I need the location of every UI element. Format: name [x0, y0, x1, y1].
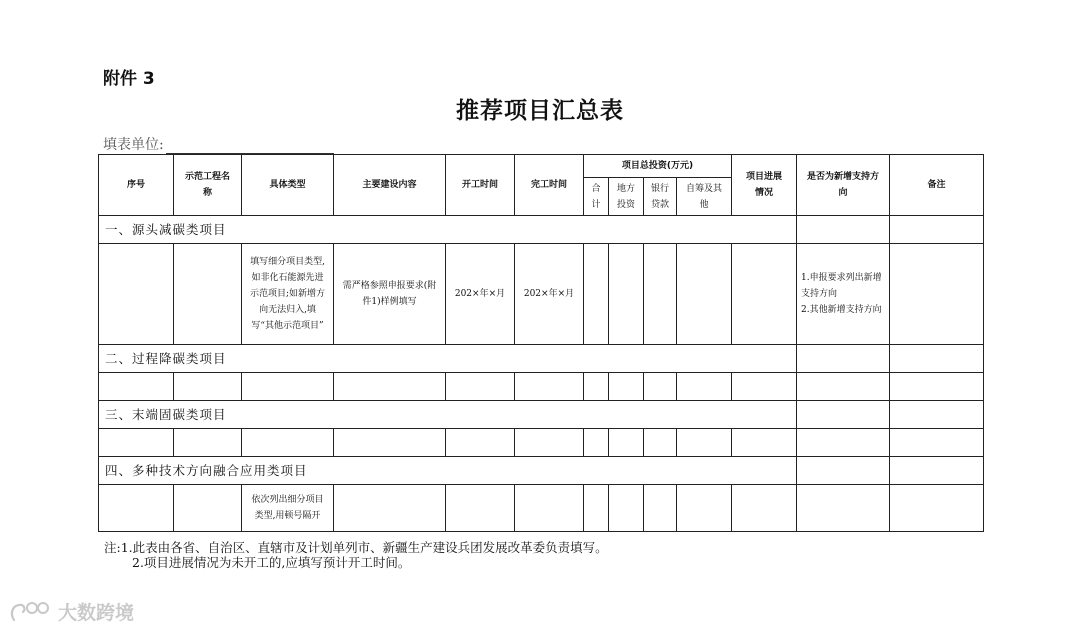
watermark-logo-icon	[8, 600, 54, 624]
table-cell[interactable]	[99, 373, 174, 401]
filler-unit	[103, 134, 334, 154]
table-cell[interactable]	[584, 485, 609, 532]
section-process-reduction: 二、过程降碳类项目	[99, 345, 797, 373]
table-cell[interactable]	[797, 373, 890, 401]
header-invest: 项目总投资(万元)	[584, 155, 732, 178]
summary-table	[98, 154, 984, 532]
header-demo-name: 示范工程名称	[174, 155, 242, 216]
table-cell[interactable]	[644, 244, 677, 345]
table-cell[interactable]	[174, 429, 242, 457]
cell-content-hint: 需严格参照申报要求(附件1)样例填写	[334, 244, 446, 345]
table-cell[interactable]	[732, 485, 797, 532]
header-new-direction: 是否为新增支持方向	[797, 155, 890, 216]
filler-label: 填表单位:	[103, 137, 164, 153]
table-cell[interactable]	[174, 373, 242, 401]
table-cell[interactable]	[334, 373, 446, 401]
header-invest-bank: 银行贷款	[644, 178, 677, 216]
cell-type-hint-multi: 依次列出细分项目类型,用顿号隔开	[242, 485, 334, 532]
header-invest-local: 地方投资	[609, 178, 644, 216]
table-cell[interactable]	[99, 429, 174, 457]
table-cell[interactable]	[609, 485, 644, 532]
table-cell[interactable]	[677, 429, 732, 457]
table-cell[interactable]	[609, 429, 644, 457]
table-cell[interactable]	[797, 345, 890, 373]
table-cell[interactable]	[609, 373, 644, 401]
table-cell[interactable]	[515, 373, 584, 401]
section-multi-tech: 四、多种技术方向融合应用类项目	[99, 457, 797, 485]
header-remark: 备注	[890, 155, 984, 216]
table-cell[interactable]	[584, 429, 609, 457]
table-cell[interactable]	[446, 429, 515, 457]
table-cell[interactable]	[584, 244, 609, 345]
watermark	[8, 598, 134, 625]
table-cell[interactable]	[797, 216, 890, 244]
header-start: 开工时间	[446, 155, 515, 216]
page-title: 推荐项目汇总表	[456, 97, 624, 124]
filler-line[interactable]	[166, 139, 334, 154]
header-progress: 项目进展情况	[732, 155, 797, 216]
cell-end-time: 202×年×月	[515, 244, 584, 345]
table-cell[interactable]	[644, 485, 677, 532]
table-cell[interactable]	[99, 485, 174, 532]
header-type: 具体类型	[242, 155, 334, 216]
table-cell[interactable]	[242, 373, 334, 401]
table-cell[interactable]	[732, 373, 797, 401]
footnote-1: 注:1.此表由各省、自治区、直辖市及计划单列市、新疆生产建设兵团发展改革委负责填写。	[104, 540, 608, 555]
table-cell[interactable]	[890, 457, 984, 485]
cell-start-time: 202×年×月	[446, 244, 515, 345]
table-cell[interactable]	[890, 244, 984, 345]
table-cell[interactable]	[515, 429, 584, 457]
table-cell[interactable]	[515, 485, 584, 532]
table-cell[interactable]	[242, 429, 334, 457]
table-cell[interactable]	[797, 485, 890, 532]
table-cell[interactable]	[732, 244, 797, 345]
table-cell[interactable]	[609, 244, 644, 345]
table-cell[interactable]	[732, 429, 797, 457]
table-cell[interactable]	[890, 216, 984, 244]
cell-new-direction-hint: 1.申报要求列出新增支持方向 2.其他新增支持方向	[797, 244, 890, 345]
table-cell[interactable]	[446, 485, 515, 532]
table-cell[interactable]	[797, 429, 890, 457]
table-cell[interactable]	[890, 485, 984, 532]
table-cell[interactable]	[890, 401, 984, 429]
table-cell[interactable]	[334, 485, 446, 532]
table-cell[interactable]	[890, 429, 984, 457]
section-end-fixation: 三、末端固碳类项目	[99, 401, 797, 429]
table-cell[interactable]	[644, 373, 677, 401]
table-cell[interactable]	[174, 244, 242, 345]
table-cell[interactable]	[644, 429, 677, 457]
section-source-reduction: 一、源头减碳类项目	[99, 216, 797, 244]
table-cell[interactable]	[584, 373, 609, 401]
header-invest-self: 自筹及其他	[677, 178, 732, 216]
table-cell[interactable]	[677, 485, 732, 532]
watermark-text: 大数跨境	[58, 602, 135, 624]
table-cell[interactable]	[334, 429, 446, 457]
header-seq: 序号	[99, 155, 174, 216]
header-content: 主要建设内容	[334, 155, 446, 216]
cell-type-hint: 填写细分项目类型,如非化石能源先进示范项目;如新增方向无法归入,填写“其他示范项目”	[242, 244, 334, 345]
table-cell[interactable]	[677, 373, 732, 401]
table-cell[interactable]	[797, 401, 890, 429]
table-cell[interactable]	[99, 244, 174, 345]
header-invest-total: 合计	[584, 178, 609, 216]
table-cell[interactable]	[890, 373, 984, 401]
table-cell[interactable]	[174, 485, 242, 532]
header-end: 完工时间	[515, 155, 584, 216]
table-cell[interactable]	[677, 244, 732, 345]
footnote-2: 2.项目进展情况为未开工的,应填写预计开工时间。	[132, 555, 411, 570]
table-cell[interactable]	[446, 373, 515, 401]
table-cell[interactable]	[797, 457, 890, 485]
table-cell[interactable]	[890, 345, 984, 373]
attachment-label: 附件 3	[103, 69, 155, 89]
footnotes	[104, 540, 608, 570]
